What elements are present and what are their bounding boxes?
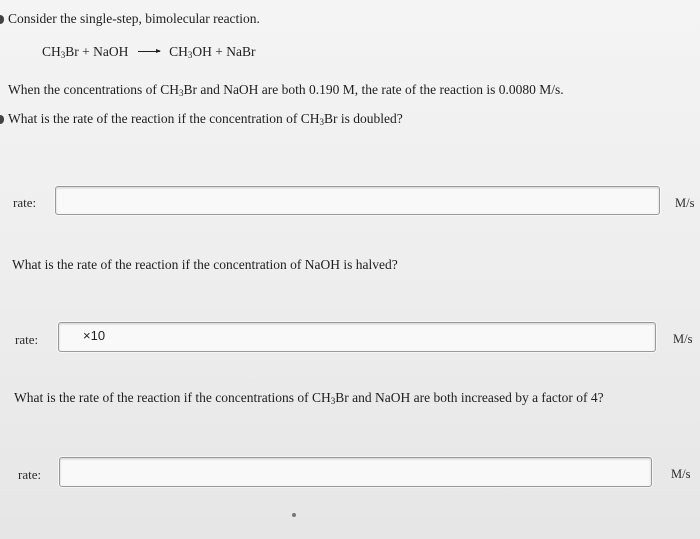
rate-label-1: rate: <box>13 195 37 210</box>
unit-label-2: M/s <box>673 332 693 346</box>
intro-text: Consider the single-step, bimolecular reaction. <box>8 11 260 26</box>
question-2: What is the rate of the reaction if the concentration of NaOH is halved? <box>12 257 398 272</box>
rate-input-1[interactable] <box>55 186 660 215</box>
rate-input-2-value: ×10 <box>83 328 106 343</box>
screen-speck <box>292 513 296 517</box>
question-3: What is the rate of the reaction if the concentrations of $CH_3Br$ and NaOH are both increased by a factor of 4? <box>14 390 604 406</box>
question-1: What is the rate of the reaction if the concentration of $CH_3Br$ is doubled? <box>8 111 403 127</box>
product-ch3: CH <box>169 44 188 59</box>
unit-label-1: M/s <box>675 196 695 210</box>
left-edge-marker <box>0 115 4 124</box>
unit-label-3: M/s <box>671 467 691 481</box>
conditions-text: When the concentrations of $CH_3Br$ and NaOH are both 0.190 M, the rate of the reaction is 0.0080 M/s. <box>8 82 564 98</box>
rate-input-3[interactable] <box>59 457 652 487</box>
rate-label-2: rate: <box>15 332 39 347</box>
reaction-arrow-icon <box>138 51 160 52</box>
left-edge-marker <box>0 15 4 24</box>
reactant-ch3: CH <box>42 44 61 59</box>
rate-input-2[interactable] <box>58 322 656 352</box>
rate-label-3: rate: <box>18 467 42 482</box>
reaction-equation: $CH_3Br$ + NaOH $CH_3OH$ + NaBr <box>42 44 256 60</box>
